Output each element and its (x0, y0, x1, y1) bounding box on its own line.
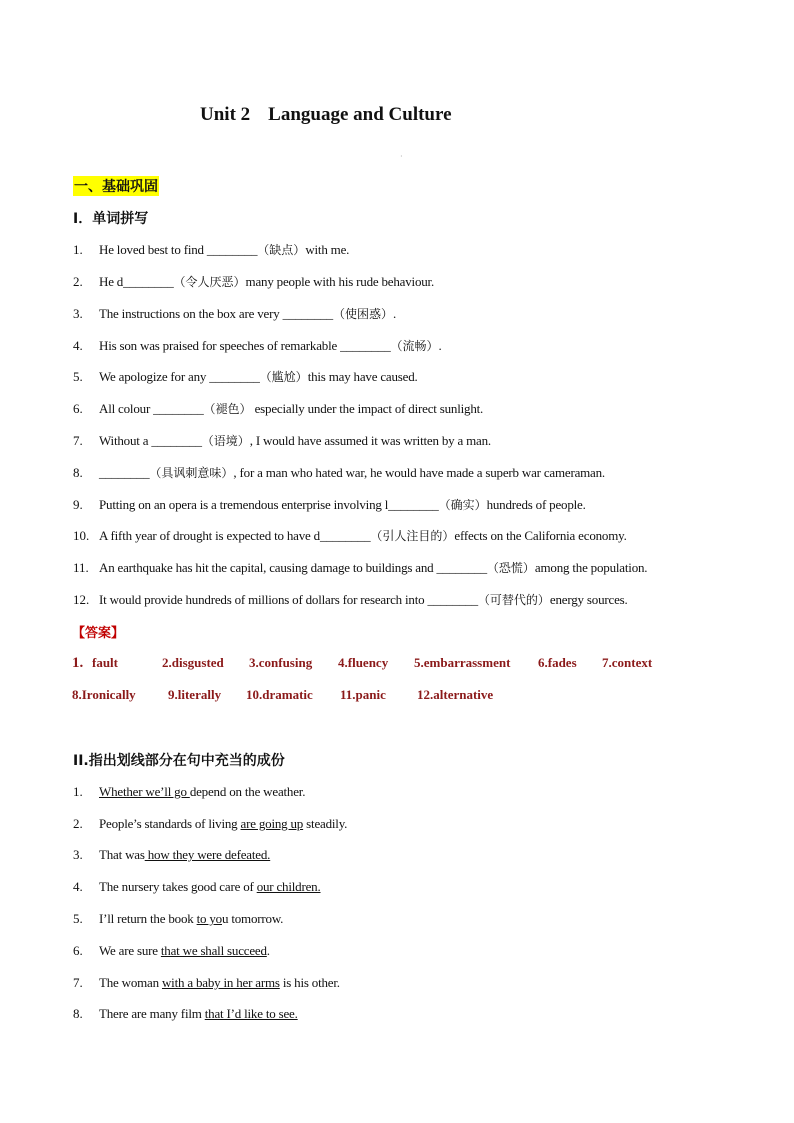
underlined-part: are going up (240, 816, 304, 831)
item-number: 8. (73, 465, 83, 480)
answer-item: 2.disgusted (162, 655, 224, 670)
spelling-item (73, 496, 586, 514)
item-number: 12. (73, 592, 90, 607)
underlined-part: that we shall succeed (160, 943, 267, 958)
chinese-hint: （缺点） (257, 243, 306, 257)
sentence-item (73, 878, 321, 896)
item-text-after: . (393, 306, 397, 321)
sentence-after: u tomorrow. (221, 911, 284, 926)
item-text-before: He loved best to find (99, 242, 207, 257)
item-text-after: . (438, 338, 442, 353)
item-number: 5. (73, 369, 83, 384)
answer-blank: ________ (427, 592, 478, 607)
answer-blank: ________ (123, 274, 174, 289)
spelling-item (73, 337, 442, 355)
answers-row-2 (72, 687, 493, 703)
item-text-after: , for a man who hated war, he would have made a superb war cameraman. (233, 465, 605, 480)
sentence-item (73, 942, 270, 960)
item-text-before: Putting on an opera is a tremendous enterprise involving l (99, 497, 389, 512)
item-text-before: All colour (99, 401, 154, 416)
spelling-item (73, 273, 434, 291)
answer-blank: ________ (209, 369, 260, 384)
spelling-item (73, 400, 483, 418)
underlined-part: that I’d like to see. (204, 1006, 298, 1021)
answer-item: 6.fades (538, 655, 577, 670)
item-number: 1. (73, 784, 83, 799)
spelling-item (73, 305, 396, 323)
sentence-before: The nursery takes good care of (99, 879, 257, 894)
answer-item: 5.embarrassment (414, 655, 511, 670)
answer-item: 4.fluency (338, 655, 389, 670)
item-text-after: effects on the California economy. (454, 528, 627, 543)
sentence-before: People’s standards of living (99, 816, 241, 831)
sentence-after: depend on the weather. (189, 784, 306, 799)
section-heading-basics: 一、基础巩固 (73, 176, 159, 196)
answer-blank: ________ (99, 465, 150, 480)
answer-item: fault (92, 655, 118, 670)
item-text-after: many people with his rude behaviour. (245, 274, 435, 289)
sentence-item (73, 783, 305, 801)
sentence-before: There are many film (99, 1006, 205, 1021)
item-number: 7. (73, 433, 83, 448)
chinese-hint: （确实） (438, 498, 487, 512)
item-text-after: with me. (305, 242, 350, 257)
item-number: 3. (73, 847, 83, 862)
sentence-item (73, 910, 283, 928)
page-title (200, 104, 452, 126)
chinese-hint: （语境） (201, 434, 250, 448)
underlined-part: Whether we’ll go (99, 784, 190, 799)
item-text-after: energy sources. (549, 592, 628, 607)
sentence-item (73, 846, 270, 864)
item-text-before: A fifth year of drought is expected to have d (99, 528, 320, 543)
chinese-hint: （具讽刺意味） (149, 466, 234, 480)
item-text-before: We apologize for any (99, 369, 210, 384)
sentence-before: I’ll return the book (99, 911, 197, 926)
item-number: 4. (73, 879, 83, 894)
item-number: 4. (73, 338, 83, 353)
chinese-hint: （恐慌） (486, 561, 535, 575)
spelling-item (73, 559, 647, 577)
chinese-hint: （可替代的） (477, 593, 550, 607)
item-number: 2. (73, 274, 83, 289)
item-text-before: An earthquake has hit the capital, causing damage to buildings and (99, 560, 437, 575)
underlined-part: how they were defeated. (144, 847, 271, 862)
item-text-before: He d (99, 274, 124, 289)
chinese-hint: （引人注目的） (370, 529, 455, 543)
part2-heading: II.指出划线部分在句中充当的成份 (73, 753, 285, 769)
answer-blank: ________ (319, 528, 371, 543)
spelling-item (73, 241, 349, 259)
answer-item: 11.panic (340, 687, 386, 702)
answer-item: 3.confusing (249, 655, 313, 670)
item-text-after: this may have caused. (307, 369, 418, 384)
answer-item: 7.context (602, 655, 653, 670)
item-number: 10. (73, 528, 90, 543)
spelling-item (73, 527, 627, 545)
answer-item: 10.dramatic (246, 687, 313, 702)
title-unit: Unit 2 (200, 104, 251, 125)
item-number: 7. (73, 975, 83, 990)
item-number: 6. (73, 943, 83, 958)
sentence-item (73, 1005, 298, 1023)
item-text-after: among the population. (534, 560, 648, 575)
underlined-part: with a baby in her arms (161, 975, 280, 990)
chinese-hint: （使困惑） (332, 307, 393, 321)
answer-blank: ________ (340, 338, 391, 353)
sentence-after: . (266, 943, 270, 958)
chinese-hint: （令人厌恶） (173, 275, 246, 289)
spelling-item (73, 591, 628, 609)
answer-blank: ________ (153, 401, 204, 416)
spelling-item (73, 432, 491, 450)
item-text-after: especially under the impact of direct sunlight. (251, 401, 484, 416)
sentence-item (73, 974, 340, 992)
item-text-before: Without a (99, 433, 152, 448)
answer-blank: ________ (151, 433, 202, 448)
part1-heading: I．单词拼写 (73, 211, 149, 227)
item-number: 5. (73, 911, 83, 926)
item-number: 8. (73, 1006, 83, 1021)
sentence-after: is his other. (279, 975, 340, 990)
chinese-hint: （流畅） (390, 339, 439, 353)
chinese-hint: （褪色） (203, 402, 252, 416)
item-text-after: , I would have assumed it was written by a man. (249, 433, 491, 448)
item-number: 3. (73, 306, 83, 321)
answer-item: 1. (72, 655, 84, 671)
answer-blank: ________ (388, 497, 439, 512)
sentence-before: The woman (99, 975, 162, 990)
answer-blank: ________ (206, 242, 258, 257)
answer-item: 8.Ironically (72, 687, 136, 702)
item-text-after: hundreds of people. (486, 497, 586, 512)
item-number: 6. (73, 401, 83, 416)
item-number: 9. (73, 497, 83, 512)
decorative-dot: · (400, 152, 403, 161)
underlined-part: our children. (256, 879, 321, 894)
answer-blank: ________ (436, 560, 487, 575)
chinese-hint: （尴尬） (259, 370, 308, 384)
answer-label: 【答案】 (72, 626, 125, 641)
spelling-item (73, 368, 418, 386)
item-number: 11. (73, 560, 89, 575)
item-number: 2. (73, 816, 83, 831)
answer-blank: ________ (282, 306, 333, 321)
sentence-item (73, 815, 347, 833)
item-text-before: It would provide hundreds of millions of dollars for research into (99, 592, 428, 607)
answer-item: 9.literally (168, 687, 222, 702)
answer-item: 12.alternative (417, 687, 494, 702)
item-text-before: His son was praised for speeches of remarkable (99, 338, 341, 353)
sentence-before: We are sure (99, 943, 161, 958)
spelling-item (73, 464, 605, 482)
item-number: 1. (73, 242, 83, 257)
title-name: Language and Culture (268, 104, 452, 125)
sentence-after: steadily. (303, 816, 348, 831)
item-text-before: The instructions on the box are very (99, 306, 283, 321)
answers-row-1 (72, 655, 652, 672)
sentence-before: That was (99, 847, 145, 862)
underlined-part: to yo (196, 911, 222, 926)
